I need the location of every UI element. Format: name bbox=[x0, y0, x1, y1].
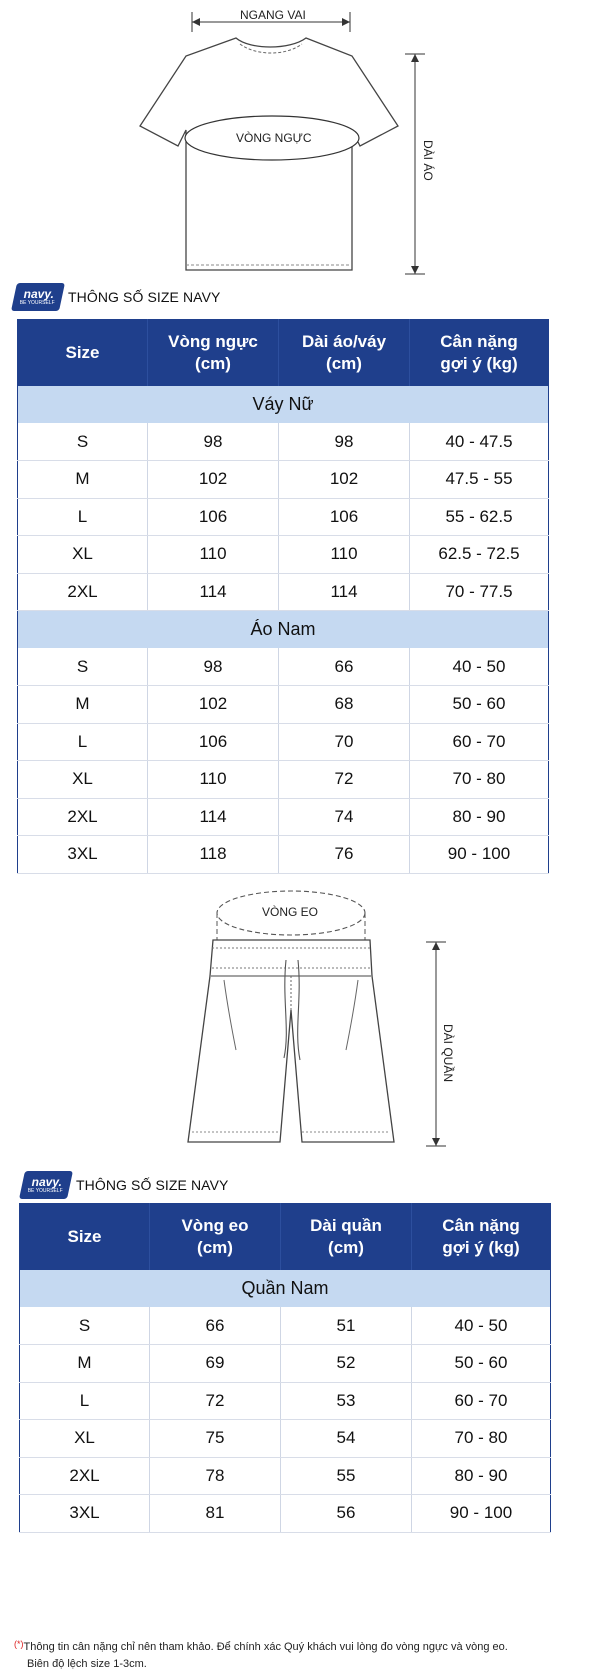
header-text: gợi ý (kg) bbox=[440, 353, 518, 373]
measure-cell: 110 bbox=[148, 536, 279, 574]
weight-cell: 70 - 80 bbox=[410, 761, 549, 799]
header-text: Vòng eo bbox=[181, 1215, 249, 1235]
header-text: Dài quần bbox=[310, 1215, 382, 1235]
footnote-marker: (*) bbox=[14, 1639, 24, 1649]
length-cell: 66 bbox=[279, 648, 410, 686]
size-cell: S bbox=[20, 1307, 150, 1345]
table-row bbox=[18, 723, 549, 761]
length-cell: 114 bbox=[279, 573, 410, 611]
table-row bbox=[20, 1420, 551, 1458]
measure-cell: 98 bbox=[148, 423, 279, 461]
header-text: Vòng ngực bbox=[168, 331, 258, 351]
measure-cell: 102 bbox=[148, 461, 279, 499]
navy-logo bbox=[11, 283, 65, 311]
shorts-length-label: DÀI QUẦN bbox=[441, 1024, 455, 1083]
size-cell: L bbox=[18, 723, 148, 761]
length-cell: 110 bbox=[279, 536, 410, 574]
weight-cell: 62.5 - 72.5 bbox=[410, 536, 549, 574]
header-chest bbox=[148, 320, 279, 386]
header-text: (cm) bbox=[326, 353, 362, 373]
measure-cell: 114 bbox=[148, 573, 279, 611]
weight-cell: 90 - 100 bbox=[412, 1495, 551, 1533]
header-text: (cm) bbox=[197, 1237, 233, 1257]
table-row bbox=[18, 461, 549, 499]
length-cell: 74 bbox=[279, 798, 410, 836]
shorts-size-title: THÔNG SỐ SIZE NAVY bbox=[76, 1177, 229, 1193]
section-row bbox=[20, 1270, 551, 1308]
header-text: Dài áo/váy bbox=[301, 331, 387, 351]
weight-cell: 80 - 90 bbox=[410, 798, 549, 836]
shirt-length-label: DÀI ÁO bbox=[421, 140, 435, 181]
length-cell: 98 bbox=[279, 423, 410, 461]
size-cell: L bbox=[20, 1382, 150, 1420]
measure-cell: 118 bbox=[148, 836, 279, 874]
size-cell: 3XL bbox=[20, 1495, 150, 1533]
weight-cell: 80 - 90 bbox=[412, 1457, 551, 1495]
header-text: Cân nặng bbox=[440, 331, 518, 351]
table-row bbox=[18, 648, 549, 686]
header-weight bbox=[410, 320, 549, 386]
section-title: Váy Nữ bbox=[18, 386, 549, 424]
shorts-drawing bbox=[0, 880, 600, 1172]
length-cell: 68 bbox=[279, 686, 410, 724]
weight-cell: 55 - 62.5 bbox=[410, 498, 549, 536]
table-row bbox=[20, 1307, 551, 1345]
weight-cell: 60 - 70 bbox=[412, 1382, 551, 1420]
table-row bbox=[18, 423, 549, 461]
measure-cell: 98 bbox=[148, 648, 279, 686]
header-size bbox=[20, 1204, 150, 1270]
header-size bbox=[18, 320, 148, 386]
measure-cell: 72 bbox=[150, 1382, 281, 1420]
shirt-diagram bbox=[0, 0, 600, 282]
table-row bbox=[18, 498, 549, 536]
table-row bbox=[18, 836, 549, 874]
header-waist bbox=[150, 1204, 281, 1270]
table-row bbox=[18, 798, 549, 836]
length-cell: 70 bbox=[279, 723, 410, 761]
table-row bbox=[18, 536, 549, 574]
shirt-size-table bbox=[17, 319, 549, 874]
length-cell: 106 bbox=[279, 498, 410, 536]
measure-cell: 69 bbox=[150, 1345, 281, 1383]
measure-cell: 110 bbox=[148, 761, 279, 799]
measure-cell: 66 bbox=[150, 1307, 281, 1345]
section-row bbox=[18, 386, 549, 424]
table-row bbox=[20, 1457, 551, 1495]
navy-logo bbox=[19, 1171, 73, 1199]
shorts-diagram bbox=[0, 880, 600, 1172]
header-weight bbox=[412, 1204, 551, 1270]
header-text: (cm) bbox=[328, 1237, 364, 1257]
table-row bbox=[20, 1345, 551, 1383]
size-cell: XL bbox=[18, 761, 148, 799]
footnote-line-2: Biên độ lệch size 1-3cm. bbox=[27, 1658, 147, 1670]
shirt-size-title: THÔNG SỐ SIZE NAVY bbox=[68, 289, 221, 305]
shorts-brand-row bbox=[22, 1170, 228, 1200]
weight-cell: 40 - 50 bbox=[410, 648, 549, 686]
size-cell: 3XL bbox=[18, 836, 148, 874]
logo-main: navy. bbox=[23, 287, 54, 301]
size-cell: 2XL bbox=[18, 798, 148, 836]
header-row bbox=[20, 1204, 551, 1270]
logo-main: navy. bbox=[31, 1175, 62, 1189]
weight-cell: 60 - 70 bbox=[410, 723, 549, 761]
weight-cell: 47.5 - 55 bbox=[410, 461, 549, 499]
length-cell: 55 bbox=[281, 1457, 412, 1495]
size-cell: M bbox=[18, 686, 148, 724]
header-text: (cm) bbox=[195, 353, 231, 373]
header-row bbox=[18, 320, 549, 386]
weight-cell: 50 - 60 bbox=[412, 1345, 551, 1383]
header-text: gợi ý (kg) bbox=[442, 1237, 520, 1257]
table-row bbox=[18, 686, 549, 724]
table-row bbox=[20, 1382, 551, 1420]
size-cell: XL bbox=[20, 1420, 150, 1458]
section-title: Quần Nam bbox=[20, 1270, 551, 1308]
shirt-brand-row bbox=[14, 282, 220, 312]
size-cell: M bbox=[18, 461, 148, 499]
measure-cell: 75 bbox=[150, 1420, 281, 1458]
weight-cell: 40 - 47.5 bbox=[410, 423, 549, 461]
length-cell: 52 bbox=[281, 1345, 412, 1383]
size-cell: M bbox=[20, 1345, 150, 1383]
size-cell: L bbox=[18, 498, 148, 536]
measure-cell: 106 bbox=[148, 723, 279, 761]
weight-cell: 40 - 50 bbox=[412, 1307, 551, 1345]
header-text: Cân nặng bbox=[442, 1215, 520, 1235]
length-cell: 51 bbox=[281, 1307, 412, 1345]
measure-cell: 78 bbox=[150, 1457, 281, 1495]
length-cell: 72 bbox=[279, 761, 410, 799]
measure-cell: 102 bbox=[148, 686, 279, 724]
weight-cell: 50 - 60 bbox=[410, 686, 549, 724]
length-cell: 53 bbox=[281, 1382, 412, 1420]
table-row bbox=[18, 573, 549, 611]
size-cell: S bbox=[18, 648, 148, 686]
length-cell: 76 bbox=[279, 836, 410, 874]
table-row bbox=[18, 761, 549, 799]
size-cell: 2XL bbox=[18, 573, 148, 611]
section-title: Áo Nam bbox=[18, 611, 549, 649]
header-text: Size bbox=[65, 342, 100, 362]
table-row bbox=[20, 1495, 551, 1533]
length-cell: 56 bbox=[281, 1495, 412, 1533]
measure-cell: 106 bbox=[148, 498, 279, 536]
chest-label: VÒNG NGỰC bbox=[236, 131, 312, 145]
measure-cell: 81 bbox=[150, 1495, 281, 1533]
length-cell: 102 bbox=[279, 461, 410, 499]
length-cell: 54 bbox=[281, 1420, 412, 1458]
footnote bbox=[14, 1636, 589, 1673]
shorts-size-table bbox=[19, 1203, 551, 1533]
size-cell: XL bbox=[18, 536, 148, 574]
header-length bbox=[281, 1204, 412, 1270]
logo-tagline: BE YOURSELF bbox=[19, 300, 55, 306]
header-length bbox=[279, 320, 410, 386]
footnote-line-1: Thông tin cân nặng chỉ nên tham khảo. Để chính xác Quý khách vui lòng đo vòng ngực và vòng eo. bbox=[23, 1641, 508, 1653]
weight-cell: 70 - 77.5 bbox=[410, 573, 549, 611]
size-cell: S bbox=[18, 423, 148, 461]
section-row bbox=[18, 611, 549, 649]
size-cell: 2XL bbox=[20, 1457, 150, 1495]
weight-cell: 90 - 100 bbox=[410, 836, 549, 874]
weight-cell: 70 - 80 bbox=[412, 1420, 551, 1458]
waist-label: VÒNG EO bbox=[262, 905, 319, 919]
measure-cell: 114 bbox=[148, 798, 279, 836]
header-text: Size bbox=[67, 1226, 102, 1246]
shoulder-label: NGANG VAI bbox=[240, 8, 306, 22]
logo-tagline: BE YOURSELF bbox=[27, 1188, 63, 1194]
